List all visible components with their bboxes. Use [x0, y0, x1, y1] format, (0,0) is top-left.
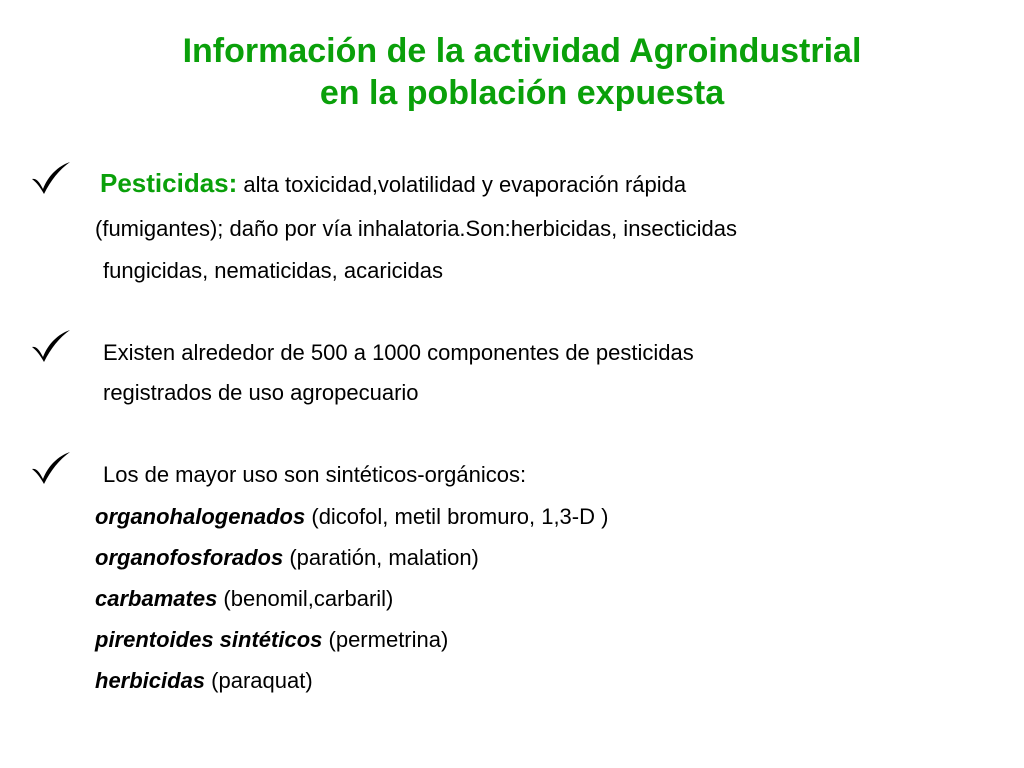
bullet-1-line-3: fungicidas, nematicidas, acaricidas [103, 258, 443, 283]
bullet-1-line-1-text: alta toxicidad,volatilidad y evaporación rápida [237, 172, 687, 197]
bullet-1-line-2: (fumigantes); daño por vía inhalatoria.Son:herbicidas, insecticidas [95, 216, 738, 241]
pesticide-class-term: carbamates [95, 586, 218, 611]
pesticide-class-detail: (benomil,carbaril) [217, 586, 394, 611]
checkmark-icon [28, 160, 78, 200]
title-line-2: en la población expuesta [319, 74, 725, 112]
pesticide-class-detail: (paratión, malation) [283, 545, 479, 570]
pesticide-class-item [95, 627, 448, 653]
pesticide-class-term: organofosforados [95, 545, 284, 570]
checkmark-icon [28, 450, 78, 490]
pesticide-class-detail: (paraquat) [205, 668, 313, 693]
slide-title [0, 30, 1024, 114]
pesticide-class-detail: (permetrina) [322, 627, 449, 652]
pesticide-class-item [95, 545, 479, 571]
pesticide-class-item [95, 504, 608, 530]
pesticidas-heading: Pesticidas: [100, 168, 238, 198]
pesticide-class-item [95, 668, 313, 694]
pesticide-class-term: organohalogenados [95, 504, 306, 529]
bullet-3-line-1: Los de mayor uso son sintéticos-orgánicos: [103, 462, 527, 487]
checkmark-icon [28, 328, 78, 368]
pesticide-class-term: herbicidas [95, 668, 206, 693]
bullet-2-line-2: registrados de uso agropecuario [103, 380, 419, 405]
pesticide-class-detail: (dicofol, metil bromuro, 1,3-D ) [305, 504, 609, 529]
title-line-1: Información de la actividad Agroindustrial [182, 32, 862, 70]
pesticide-class-term: pirentoides sintéticos [95, 627, 323, 652]
bullet-2-line-1: Existen alrededor de 500 a 1000 componentes de pesticidas [103, 340, 694, 365]
pesticide-class-item [95, 586, 393, 612]
bullet-1-line-1 [100, 170, 686, 198]
